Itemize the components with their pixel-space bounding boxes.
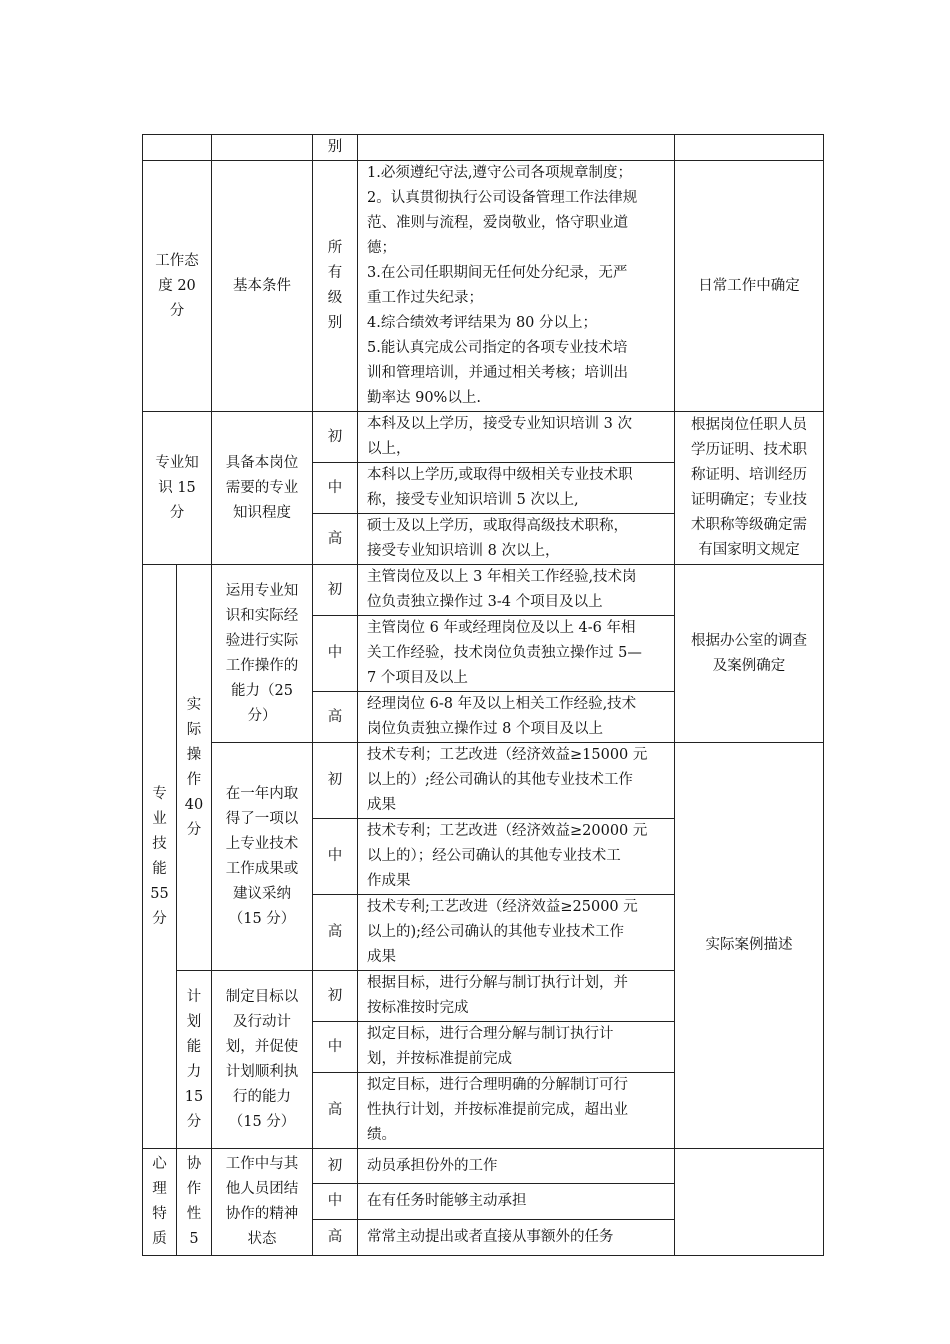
method-shared: 实际案例描述 (675, 743, 824, 1149)
experience-row-1 (143, 565, 824, 616)
empty-cell (675, 1149, 824, 1256)
criteria-achievement-middle: 技术专利；工艺改进（经济效益≥20000 元 以上的）；经公司确认的其他专业技术工 作成果 (358, 819, 675, 895)
sub-cooperation: 协 作 性 5 (177, 1149, 212, 1256)
category-attitude: 工作态 度 20 分 (143, 161, 212, 412)
criteria-achievement-senior: 技术专利;工艺改进（经济效益≥25000 元 以上的);经公司确认的其他专业技术工作 成果 (358, 895, 675, 971)
level-junior: 初 (313, 1149, 358, 1184)
level-middle: 中 (313, 819, 358, 895)
level-fragment: 别 (313, 135, 358, 161)
psychology-row-1 (143, 1149, 824, 1184)
criteria-knowledge-senior: 硕士及以上学历，或取得高级技术职称， 接受专业知识培训 8 次以上， (358, 514, 675, 565)
achievement-row-1 (143, 743, 824, 819)
level-all: 所 有 级 别 (313, 161, 358, 412)
sub-planning: 计 划 能 力 15 分 (177, 971, 212, 1149)
level-junior: 初 (313, 971, 358, 1022)
level-senior: 高 (313, 1220, 358, 1256)
level-senior: 高 (313, 692, 358, 743)
attitude-row (143, 161, 824, 412)
criteria-attitude: 1.必须遵纪守法,遵守公司各项规章制度； 2。认真贯彻执行公司设备管理工作法律规 范、准则与流程，爱岗敬业，恪守职业道 德； 3.在公司任职期间无任何处分纪录，无严 重工作过失纪录； 4.综合绩效考评结果为 80 分以上； 5.能认真完成公司指定的各项专业技术培 训和管理培训，并通过相关考核；培训出 勤率达 90%以上. (358, 161, 675, 412)
level-junior: 初 (313, 743, 358, 819)
empty-cell (212, 135, 313, 161)
criteria-cooperation-middle: 在有任务时能够主动承担 (358, 1184, 675, 1220)
category-knowledge: 专业知 识 15 分 (143, 412, 212, 565)
knowledge-row-1 (143, 412, 824, 463)
criteria-planning-middle: 拟定目标，进行合理分解与制订执行计 划，并按标准提前完成 (358, 1022, 675, 1073)
item-basic-conditions: 基本条件 (212, 161, 313, 412)
category-skills: 专 业 技 能 55 分 (143, 565, 177, 1149)
level-junior: 初 (313, 412, 358, 463)
sub-practical: 实 际 操 作 40 分 (177, 565, 212, 971)
empty-cell (675, 135, 824, 161)
item-knowledge: 具备本岗位 需要的专业 知识程度 (212, 412, 313, 565)
criteria-knowledge-junior: 本科及以上学历，接受专业知识培训 3 次 以上， (358, 412, 675, 463)
level-junior: 初 (313, 565, 358, 616)
level-middle: 中 (313, 1022, 358, 1073)
category-psychology: 心 理 特 质 (143, 1149, 177, 1256)
criteria-planning-senior: 拟定目标，进行合理明确的分解制订可行 性执行计划，并按标准提前完成，超出业 绩。 (358, 1073, 675, 1149)
criteria-planning-junior: 根据目标，进行分解与制订执行计划，并 按标准按时完成 (358, 971, 675, 1022)
item-planning: 制定目标以 及行动计 划，并促使 计划顺利执 行的能力 （15 分） (212, 971, 313, 1149)
item-experience: 运用专业知 识和实际经 验进行实际 工作操作的 能力（25 分） (212, 565, 313, 743)
method-experience: 根据办公室的调查 及案例确定 (675, 565, 824, 743)
level-middle: 中 (313, 616, 358, 692)
item-achievement: 在一年内取 得了一项以 上专业技术 工作成果或 建议采纳 （15 分） (212, 743, 313, 971)
level-senior: 高 (313, 1073, 358, 1149)
criteria-cooperation-senior: 常常主动提出或者直接从事额外的任务 (358, 1220, 675, 1256)
method-knowledge: 根据岗位任职人员 学历证明、技术职 称证明、培训经历 证明确定；专业技 术职称等级确定需 有国家明文规定 (675, 412, 824, 565)
criteria-achievement-junior: 技术专利；工艺改进（经济效益≥15000 元 以上的）;经公司确认的其他专业技术工作 成果 (358, 743, 675, 819)
level-middle: 中 (313, 1184, 358, 1220)
item-cooperation: 工作中与其 他人员团结 协作的精神 状态 (212, 1149, 313, 1256)
level-senior: 高 (313, 514, 358, 565)
level-senior: 高 (313, 895, 358, 971)
method-attitude: 日常工作中确定 (675, 161, 824, 412)
criteria-knowledge-middle: 本科以上学历,或取得中级相关专业技术职 称，接受专业知识培训 5 次以上, (358, 463, 675, 514)
empty-cell (143, 135, 212, 161)
header-continuation-row (143, 135, 824, 161)
level-middle: 中 (313, 463, 358, 514)
criteria-experience-junior: 主管岗位及以上 3 年相关工作经验,技术岗 位负责独立操作过 3-4 个项目及以上 (358, 565, 675, 616)
empty-cell (358, 135, 675, 161)
criteria-experience-senior: 经理岗位 6-8 年及以上相关工作经验,技术 岗位负责独立操作过 8 个项目及以上 (358, 692, 675, 743)
criteria-cooperation-junior: 动员承担份外的工作 (358, 1149, 675, 1184)
evaluation-table (142, 134, 824, 1256)
criteria-experience-middle: 主管岗位 6 年或经理岗位及以上 4-6 年相 关工作经验，技术岗位负责独立操作过 5— 7 个项目及以上 (358, 616, 675, 692)
